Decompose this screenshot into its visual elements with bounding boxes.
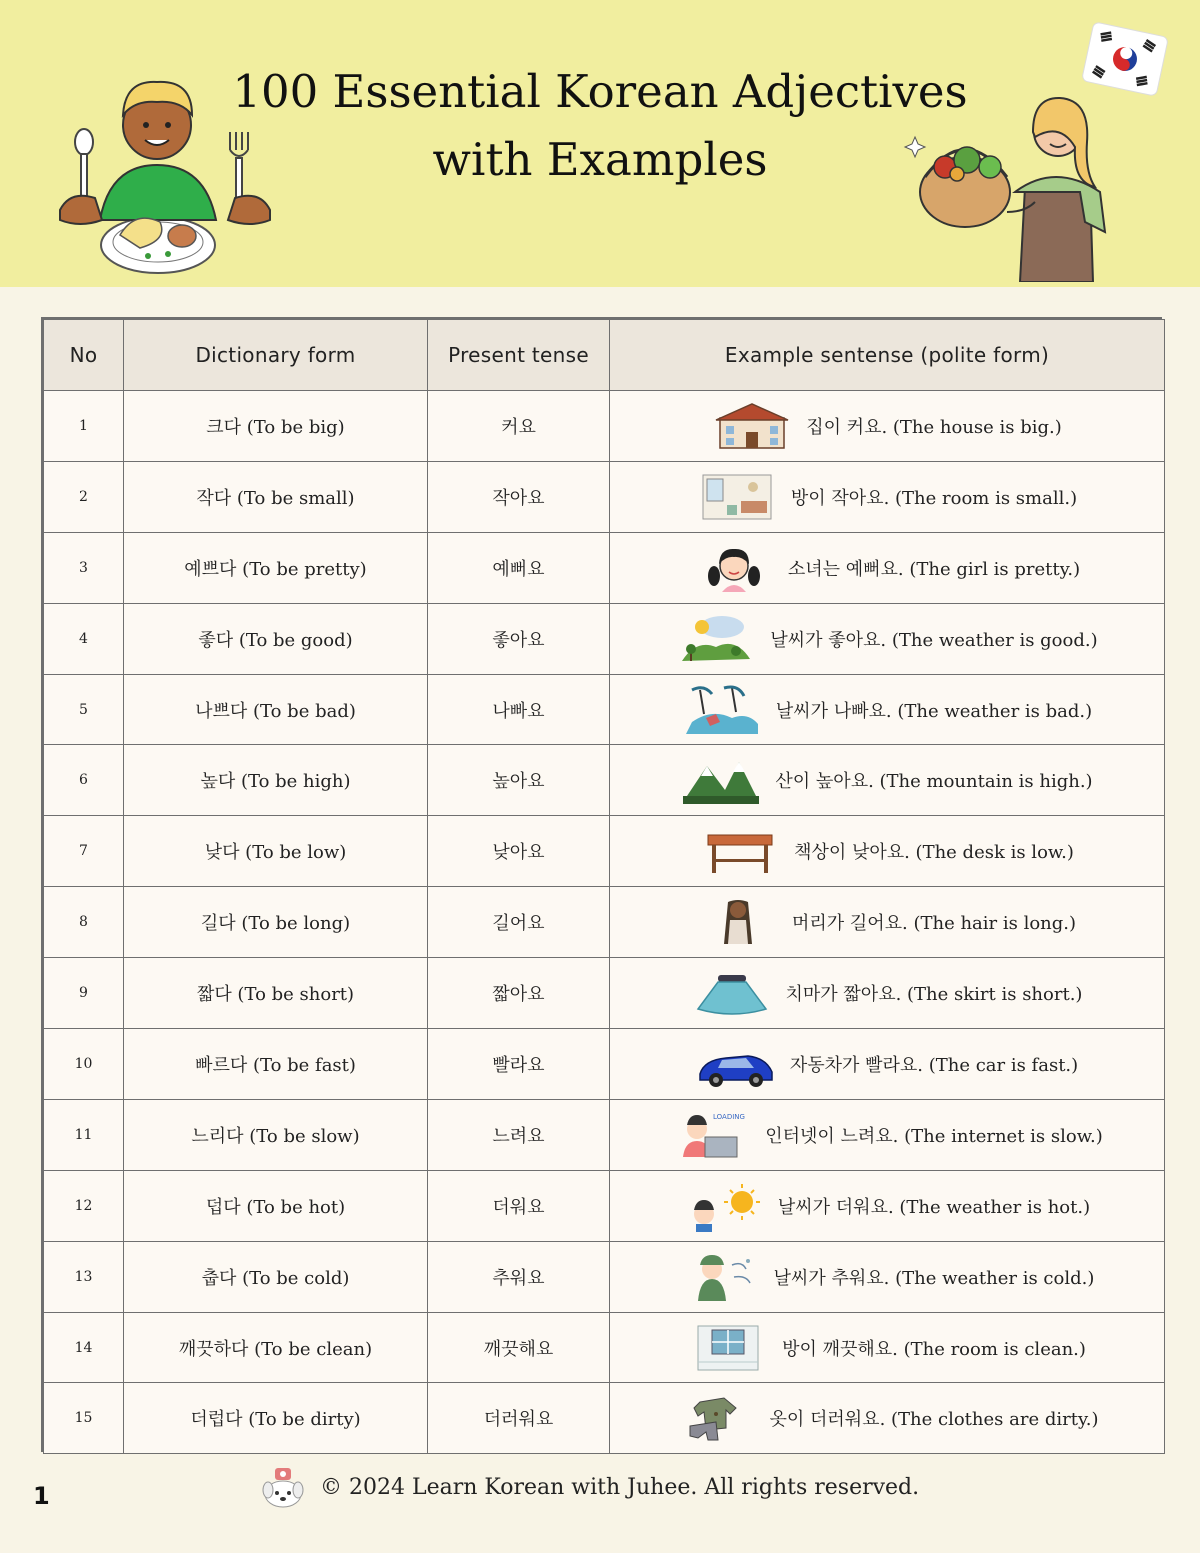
dictionary-form-cell: 작다 (To be small): [124, 461, 428, 532]
table-row: [44, 816, 1165, 887]
table-header-row: [44, 320, 1165, 391]
table-row: [44, 532, 1165, 603]
example-sentence-cell: [610, 603, 1165, 674]
long-hair-icon: [698, 896, 778, 948]
example-sentence-text: 방이 깨끗해요. (The room is clean.): [782, 1338, 1086, 1360]
present-tense-cell: 커요: [428, 391, 610, 462]
page-header: [0, 0, 1200, 287]
example-sentence-text: 인터넷이 느려요. (The internet is slow.): [765, 1125, 1103, 1147]
example-sentence-text: 집이 커요. (The house is big.): [806, 416, 1062, 438]
table-row: [44, 461, 1165, 532]
puppy-logo-icon: [258, 1464, 308, 1510]
korean-flag-icon: [1080, 21, 1169, 98]
adjectives-table: [41, 317, 1162, 1452]
table-row: [44, 1312, 1165, 1383]
table-row: [44, 887, 1165, 958]
example-sentence-cell: [610, 391, 1165, 462]
present-tense-cell: 추워요: [428, 1241, 610, 1312]
dictionary-form-cell: 크다 (To be big): [124, 391, 428, 462]
row-number: 8: [44, 887, 124, 958]
row-number: 14: [44, 1312, 124, 1383]
example-sentence-text: 책상이 낮아요. (The desk is low.): [794, 842, 1074, 864]
example-sentence-cell: [610, 1170, 1165, 1241]
dictionary-form-cell: 빠르다 (To be fast): [124, 1029, 428, 1100]
table-row: [44, 391, 1165, 462]
dictionary-form-cell: 춥다 (To be cold): [124, 1241, 428, 1312]
dictionary-form-cell: 덥다 (To be hot): [124, 1170, 428, 1241]
example-sentence-cell: [610, 887, 1165, 958]
page-footer: [258, 1463, 958, 1511]
page-title: [200, 58, 1000, 194]
column-header-dictionary-form: Dictionary form: [124, 320, 428, 391]
title-line-2: with Examples: [432, 133, 768, 186]
present-tense-cell: 빨라요: [428, 1029, 610, 1100]
copyright-text: © 2024 Learn Korean with Juhee. All rights reserved.: [320, 1474, 920, 1500]
example-sentence-text: 방이 작아요. (The room is small.): [790, 487, 1078, 509]
example-sentence-text: 소녀는 예뻐요. (The girl is pretty.): [787, 558, 1081, 580]
row-number: 15: [44, 1383, 124, 1454]
example-sentence-cell: [610, 1099, 1165, 1170]
example-sentence-cell: [610, 958, 1165, 1029]
dictionary-form-cell: 좋다 (To be good): [124, 603, 428, 674]
example-sentence-cell: [610, 461, 1165, 532]
present-tense-cell: 길어요: [428, 887, 610, 958]
svg-text:LOADING: LOADING: [713, 1112, 746, 1121]
table-row: [44, 1383, 1165, 1454]
example-sentence-cell: [610, 674, 1165, 745]
slow-internet-icon: [671, 1109, 751, 1161]
example-sentence-text: 머리가 길어요. (The hair is long.): [791, 913, 1077, 935]
row-number: 7: [44, 816, 124, 887]
example-sentence-cell: [610, 1241, 1165, 1312]
example-sentence-cell: [610, 532, 1165, 603]
present-tense-cell: 높아요: [428, 745, 610, 816]
present-tense-cell: 짧아요: [428, 958, 610, 1029]
dictionary-form-cell: 깨끗하다 (To be clean): [124, 1312, 428, 1383]
car-icon: [696, 1038, 776, 1090]
present-tense-cell: 더워요: [428, 1170, 610, 1241]
row-number: 4: [44, 603, 124, 674]
dictionary-form-cell: 길다 (To be long): [124, 887, 428, 958]
present-tense-cell: 예뻐요: [428, 532, 610, 603]
row-number: 1: [44, 391, 124, 462]
skirt-icon: [692, 967, 772, 1019]
row-number: 6: [44, 745, 124, 816]
present-tense-cell: 느려요: [428, 1099, 610, 1170]
example-sentence-text: 치마가 짧아요. (The skirt is short.): [785, 984, 1083, 1006]
table-row: [44, 1099, 1165, 1170]
row-number: 5: [44, 674, 124, 745]
house-icon: [712, 400, 792, 452]
row-number: 2: [44, 461, 124, 532]
table-row: [44, 674, 1165, 745]
present-tense-cell: 더러워요: [428, 1383, 610, 1454]
row-number: 3: [44, 532, 124, 603]
row-number: 9: [44, 958, 124, 1029]
row-number: 13: [44, 1241, 124, 1312]
storm-icon: [682, 684, 762, 736]
example-sentence-text: 날씨가 좋아요. (The weather is good.): [770, 629, 1098, 651]
table-row: [44, 603, 1165, 674]
dirty-clothes-icon: [676, 1392, 756, 1444]
column-header-no: No: [44, 320, 124, 391]
dictionary-form-cell: 낮다 (To be low): [124, 816, 428, 887]
example-sentence-cell: [610, 1383, 1165, 1454]
example-sentence-cell: [610, 1312, 1165, 1383]
clean-room-icon: [688, 1322, 768, 1374]
example-sentence-cell: [610, 816, 1165, 887]
cold-person-icon: [680, 1251, 760, 1303]
example-sentence-text: 산이 높아요. (The mountain is high.): [775, 771, 1093, 793]
woman-with-basket-illustration: [895, 92, 1110, 282]
title-line-1: 100 Essential Korean Adjectives: [232, 65, 968, 118]
table-row: [44, 745, 1165, 816]
column-header-example-sentence: Example sentense (polite form): [610, 320, 1165, 391]
desk-icon: [700, 825, 780, 877]
present-tense-cell: 작아요: [428, 461, 610, 532]
sunny-landscape-icon: [676, 613, 756, 665]
table-row: [44, 1029, 1165, 1100]
girl-icon: [694, 542, 774, 594]
row-number: 11: [44, 1099, 124, 1170]
example-sentence-text: 날씨가 나빠요. (The weather is bad.): [775, 700, 1093, 722]
example-sentence-cell: [610, 1029, 1165, 1100]
column-header-present-tense: Present tense: [428, 320, 610, 391]
row-number: 12: [44, 1170, 124, 1241]
dictionary-form-cell: 높다 (To be high): [124, 745, 428, 816]
dictionary-form-cell: 느리다 (To be slow): [124, 1099, 428, 1170]
dictionary-form-cell: 나쁘다 (To be bad): [124, 674, 428, 745]
dictionary-form-cell: 짧다 (To be short): [124, 958, 428, 1029]
example-sentence-cell: [610, 745, 1165, 816]
table-row: [44, 958, 1165, 1029]
dictionary-form-cell: 더럽다 (To be dirty): [124, 1383, 428, 1454]
mountain-icon: [681, 754, 761, 806]
table-row: [44, 1170, 1165, 1241]
row-number: 10: [44, 1029, 124, 1100]
present-tense-cell: 나빠요: [428, 674, 610, 745]
hot-sun-icon: [684, 1180, 764, 1232]
example-sentence-text: 날씨가 추워요. (The weather is cold.): [773, 1267, 1095, 1289]
example-sentence-text: 옷이 더러워요. (The clothes are dirty.): [769, 1409, 1099, 1431]
example-sentence-text: 날씨가 더워요. (The weather is hot.): [777, 1196, 1091, 1218]
page-number: 1: [33, 1482, 50, 1510]
room-icon: [697, 471, 777, 523]
table-row: [44, 1241, 1165, 1312]
present-tense-cell: 좋아요: [428, 603, 610, 674]
present-tense-cell: 낮아요: [428, 816, 610, 887]
example-sentence-text: 자동차가 빨라요. (The car is fast.): [789, 1054, 1079, 1076]
present-tense-cell: 깨끗해요: [428, 1312, 610, 1383]
dictionary-form-cell: 예쁘다 (To be pretty): [124, 532, 428, 603]
